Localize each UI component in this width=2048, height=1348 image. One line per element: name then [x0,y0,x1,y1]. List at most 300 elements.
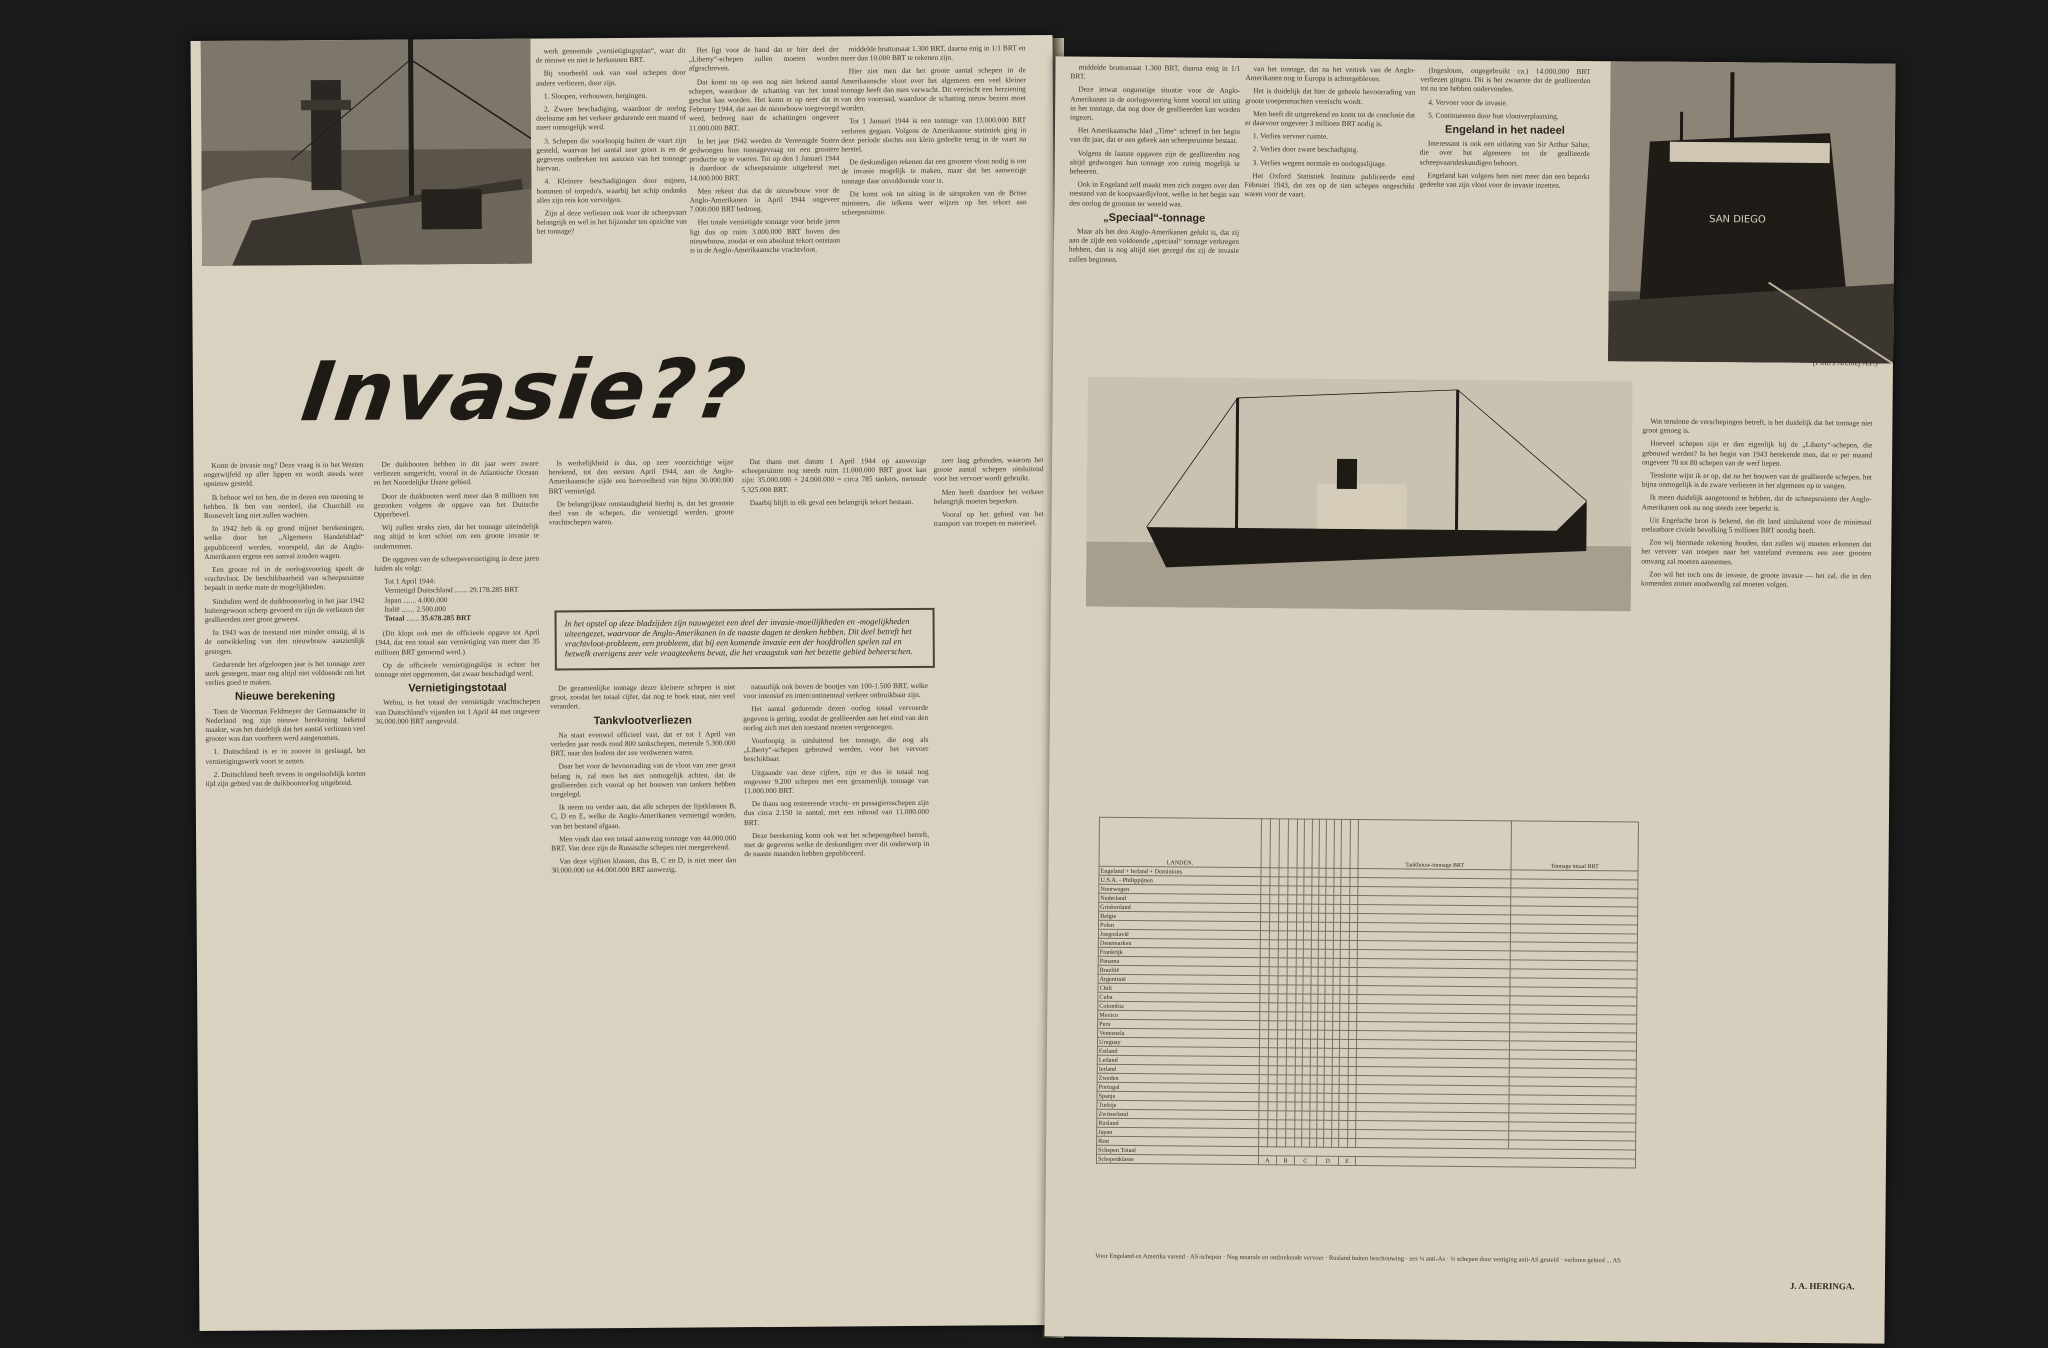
table-cell [1286,1138,1295,1147]
table-cell [1325,1003,1332,1012]
table-cell [1324,1111,1331,1120]
table-cell [1326,940,1333,949]
table-cell [1333,976,1340,985]
table-cell [1325,1030,1332,1039]
table-cell [1296,931,1303,940]
table-cell [1268,1075,1277,1084]
table-cell [1339,1111,1347,1120]
table-cell [1296,949,1303,958]
table-cell [1278,1012,1287,1021]
table-cell [1311,985,1318,994]
table-cell [1333,994,1340,1003]
country-cell: Rest [1097,1136,1259,1146]
table-cell [1348,1030,1356,1039]
table-cell [1304,877,1311,886]
table-cell [1311,895,1318,904]
table-cell [1295,1102,1302,1111]
tonnage-intro: Tot 1 April 1944: [384,576,436,586]
table-cell [1324,1084,1331,1093]
table-cell [1325,985,1332,994]
table-cell [1260,922,1269,931]
table-cell [1287,994,1296,1003]
table-cell [1333,940,1340,949]
table-cell [1277,1138,1286,1147]
table-cell [1348,1066,1356,1075]
table-cell [1287,1012,1296,1021]
table-cell [1310,1075,1317,1084]
table-cell [1287,940,1296,949]
table-cell [1324,1102,1331,1111]
table-cell [1309,1102,1316,1111]
table-cell [1288,877,1297,886]
table-cell [1287,949,1296,958]
table-cell [1269,913,1278,922]
table-cell [1332,1093,1339,1102]
table-cell [1295,1048,1302,1057]
table-cell [1332,1084,1339,1093]
table-cell [1324,1120,1331,1129]
country-cell: Argentinië [1098,974,1260,984]
table-cell [1277,1057,1286,1066]
table-cell [1294,1138,1301,1147]
table-cell [1309,1138,1316,1147]
table-cell [1288,904,1297,913]
table-cell [1258,1138,1267,1147]
table-cell [1286,1075,1295,1084]
table-cell [1258,1129,1267,1138]
table-cell [1311,967,1318,976]
table-cell [1287,913,1296,922]
footer-row-label: Schepen Totaal [1097,1145,1259,1155]
table-cell [1349,967,1357,976]
subhead-tankvloot: Tankvlootverliezen [593,714,692,727]
table-cell [1340,994,1348,1003]
headline: Invasie?? [296,342,753,441]
table-cell [1288,886,1297,895]
signature: J. A. HERINGA. [1789,1280,1855,1292]
table-cell [1347,1102,1355,1111]
table-cell [1269,1021,1278,1030]
table-cell [1317,1120,1324,1129]
table-cell [1268,1048,1277,1057]
table-cell [1340,976,1348,985]
table-cell [1297,868,1304,877]
table-cell [1296,976,1303,985]
table-cell [1268,1102,1277,1111]
table-cell [1340,949,1348,958]
table-cell [1340,967,1348,976]
table-cell [1296,940,1303,949]
table-cell [1260,886,1269,895]
table-cell [1277,1111,1286,1120]
table-cell [1317,1075,1324,1084]
table-cell [1303,940,1310,949]
table-cell [1310,994,1317,1003]
country-cell: Estland [1097,1046,1259,1056]
table-cell [1304,922,1311,931]
table-cell [1349,913,1357,922]
table-cell [1311,904,1318,913]
table-cell [1279,895,1288,904]
table-cell [1339,1102,1347,1111]
table-cell [1269,940,1278,949]
table-cell [1304,886,1311,895]
country-cell: Griekenland [1099,902,1261,912]
table-cell [1268,1093,1277,1102]
country-cell: Frankrijk [1098,947,1260,957]
table-cell [1296,985,1303,994]
klasse-c: C [1294,1156,1316,1165]
table-cell [1349,949,1357,958]
table-cell [1349,886,1357,895]
table-cell [1349,922,1357,931]
table-cell [1277,1093,1286,1102]
table-cell [1326,958,1333,967]
table-cell [1259,1003,1268,1012]
table-cell [1340,958,1348,967]
text-col-top-3: middelde bruttomaat 1.300 BRT, daarna enig in 1/1 BRT en meer dan 10.000 BRT te rekenen zijn. Hier ziet men dat het groote aantal schepen in de Amerikaansche vloot over het algemeen een veel kleiner tonnage heeft dan men verwacht. Dit vereischt een herziening van den voorraad, waardoor de schatting nieuw bezien moet worden. Tot 1 Januari 1944 is een tonnage van 13.000.000 BRT verloren gegaan. Volgens de Amerikaanse statistiek ging in deze periode slechts een klein gedeelte terug in de vaart na herstel. De deskundigen rekenen dat een grootere vloot nodig is om de invasie mogelijk te maken, maar dat het aanwezige tonnage daar onvoldoende voor is. Dit komt ook tot uiting in de uitspraken van de Britse ministers, die telkens weer wijzen op het tekort aan scheepsruimte. [840,43,1027,217]
klasse-a: A [1258,1156,1277,1165]
country-cell: Noorwegen [1099,884,1261,894]
subhead-engeland: Engeland in het nadeel [1445,123,1565,137]
table-cell [1295,1084,1302,1093]
table-cell [1268,1111,1277,1120]
country-cell: Zweden [1097,1073,1259,1083]
table-cell [1348,1021,1356,1030]
table-cell [1268,1084,1277,1093]
table-cell [1333,913,1340,922]
table-cell [1311,913,1318,922]
table-cell [1269,1012,1278,1021]
table-cell [1318,985,1325,994]
table-cell [1278,976,1287,985]
table-cell [1286,1048,1295,1057]
table-cell [1268,1138,1277,1147]
table-cell [1340,1021,1348,1030]
table-cell [1349,895,1357,904]
table-cell [1348,1012,1356,1021]
table-cell [1295,1066,1302,1075]
country-cell: Portugal [1097,1082,1259,1092]
info-box: In het opstel op deze bladzijden zijn nauwgezet een deel der invasie-moeilijkheden en -mogelijkheden uiteengezet, waarvoor de Anglo-Amerikanen in de naaste dagen te denken hebben. Dit deel betreft het vrachtvloot-probleem, een probleem, dat bij een komende invasie een der hoofdrollen spelen zal en hetwelk overigens zeer vele vraagteekens bevat, die het vraagstuk van het bezette gebied beheerschen. [554,608,934,671]
table-cell [1318,1003,1325,1012]
table-cell [1333,958,1340,967]
tonnage-row: Japan ....... 4.000.000 [384,594,448,605]
table-cell [1326,868,1333,877]
table-cell [1295,1012,1302,1021]
table-cell [1277,1084,1286,1093]
table-cell [1260,958,1269,967]
table-cell [1278,967,1287,976]
table-cell [1319,895,1326,904]
table-cell [1278,949,1287,958]
table-cell [1287,1003,1296,1012]
table-cell [1260,904,1269,913]
klasse-d: D [1316,1156,1338,1165]
table-cell [1349,958,1357,967]
table-cell [1269,967,1278,976]
table-cell [1279,913,1288,922]
th-landen: LANDEN. [1099,817,1261,867]
ship-photo-center [1086,377,1633,612]
table-cell [1309,1120,1316,1129]
table-cell [1340,1039,1348,1048]
table-cell [1303,1012,1310,1021]
table-cell [1287,958,1296,967]
table-cell [1310,1057,1317,1066]
table-cell [1341,904,1349,913]
table-cell [1340,1057,1348,1066]
table-cell [1341,922,1349,931]
table-cell [1277,1066,1286,1075]
table-cell [1325,967,1332,976]
country-cell: Denemarken [1098,938,1260,948]
table-cell [1349,976,1357,985]
table-cell [1303,958,1310,967]
table-cell [1259,1093,1268,1102]
table-cell [1269,958,1278,967]
table-cell [1318,922,1325,931]
table-cell [1341,895,1349,904]
table-cell [1295,1093,1302,1102]
table-cell [1341,886,1349,895]
country-cell: Venezuela [1098,1028,1260,1038]
text-col-7: zeer laag gehouden, waarom het groote aantal schepen uitsluitend voor het vervoer wordt gebruikt. Men heeft daardoor het verkeer belangrijk moeten beperken. Vooral op het gebied van het transport van troepen en materieel. [933,455,1044,529]
table-cell [1270,895,1279,904]
table-cell [1304,904,1311,913]
table-cell [1325,1048,1332,1057]
table-cell [1340,1003,1348,1012]
table-cell [1333,922,1340,931]
table-cell [1259,1021,1268,1030]
country-cell: Belgie [1099,911,1261,921]
klasse-b: B [1277,1156,1295,1165]
klasse-e: E [1339,1156,1356,1165]
table-cell [1278,940,1287,949]
table-cell [1333,985,1340,994]
table-cell [1304,913,1311,922]
ship-photo-right [1608,61,1896,363]
table-cell [1311,877,1318,886]
table-cell [1295,1120,1302,1129]
table-cell [1324,1093,1331,1102]
table-cell [1268,1039,1277,1048]
table-cell [1310,1039,1317,1048]
table-cell [1319,886,1326,895]
table-cell [1348,1057,1356,1066]
table-cell [1295,1111,1302,1120]
table-cell [1348,994,1356,1003]
table-cell [1333,931,1340,940]
table-cell [1302,1057,1309,1066]
table-cell [1317,1057,1324,1066]
table-cell [1260,913,1269,922]
r-text-col-4: Wat tenslotte de verschepingen betreft, is het duidelijk dat het tonnage niet groot genoeg is. Hoeveel schepen zijn er dan eigenlijk bij de „Liberty“-schepen, die gebouwd werden? In het begin van 1943 berekende men, dat er per maand ongeveer 70 tot 80 schepen van de werf liepen. Tenslotte wijst ik er op, dat na het bouwen van de geallieerde schepen, het bijna onmogelijk is de zware verliezen in het algemeen op te vangen. Ik meen duidelijk aangetoond te hebben, dat de scheepsruimte der Anglo-Amerikanen ook nu nog steeds zeer beperkt is. Uit Engelsche bron is bekend, dat dit land uitsluitend voor de minimaal toelaatbare civiele bevolking 5 millioen BRT noodig heeft. Zoo wij hiermede rekening houden, dan zullen wij moeten erkennen dat het vervoer van troepen naar het vasteland eveneens een zeer grooten omvang zal moeten aannemen. Zoo wil het toch ons de invasie, de groote invasie — het zal, die in den komenden zomer noodwendig zal moeten volgen. [1640,416,1873,589]
table-cell [1310,1003,1317,1012]
table-cell [1278,958,1287,967]
table-cell [1319,868,1326,877]
country-cell: Uruguay [1097,1037,1259,1047]
table-cell [1288,895,1297,904]
table-cell [1278,1048,1287,1057]
th-totaal: Tonnage totaal BRT [1511,821,1638,871]
th-tankbouw: Tankbouw-tonnage BRT [1358,820,1512,870]
table-cell [1278,1003,1287,1012]
table-cell [1334,895,1341,904]
country-cell: Colombia [1098,1001,1260,1011]
table-cell [1310,1066,1317,1075]
table-cell [1334,886,1341,895]
table-cell [1333,1003,1340,1012]
table-cell [1304,868,1311,877]
table-cell [1340,1012,1348,1021]
table-cell [1294,1129,1301,1138]
table-cell [1287,967,1296,976]
table-cell [1286,1057,1295,1066]
table-cell [1269,994,1278,1003]
table-cell [1296,1003,1303,1012]
tonnage-table [1095,817,1639,1252]
table-cell [1277,1129,1286,1138]
table-cell [1311,949,1318,958]
table-cell [1341,931,1349,940]
table-cell [1269,976,1278,985]
table-cell [1296,958,1303,967]
table-cell [1269,985,1278,994]
table-cell [1296,967,1303,976]
table-cell [1277,1120,1286,1129]
table-cell [1326,931,1333,940]
table-cell [1295,1057,1302,1066]
klassen-label: Schepenklasse [1096,1154,1258,1164]
table-cell [1303,976,1310,985]
text-col-2: De duikbooten hebben in dit jaar weer zware verliezen aangericht, vooral in de Atlantische Oceaan en het Noordelijke IJszee gebied. Door de duikbooten werd meer dan 8 millioen ton gezonken volgens de opgave van het Duitsche Opperbevel. Wij zullen straks zien, dat het tonnage uiteindelijk nog altijd te kort schiet om een groote invasie te ondernemen. De opgaven van de scheepsvernietiging in deze jaren luiden als volgt: Tot 1 April 1944: Vernietigd Duitschland ....... 29.178.285 BRT Japan ....... 4.000.000 Italië ....... 2.500.000 Totaal ....... 35.678.285 BRT (Dit klopt ook met de officieele opgave tot April 1944, dat een totaal aan vernietiging van meer dan 35 millioen BRT genoemd werd.) Op de officieele vernietigingslijst is echter het tonnage niet opgenomen, dat zwaar beschadigd werd. Vernietigingstotaal Welnu, is het totaal der vernietigde vrachtschepen van Duitschland's vijanden tot 1 April 44 met ongeveer 36.000.000 BRT aangevuld. [373,458,541,726]
table-cell [1261,868,1270,877]
country-cell: Nederland [1099,893,1261,903]
table-cell [1302,1066,1309,1075]
table-cell [1287,1021,1296,1030]
table-cell [1333,967,1340,976]
table-cell [1339,1093,1347,1102]
table-cell [1259,1039,1268,1048]
table-cell [1326,886,1333,895]
table-cell [1297,877,1304,886]
table-cell [1259,1012,1268,1021]
table-cell [1302,1084,1309,1093]
table-cell [1278,985,1287,994]
text-col-top-1: werk genoemde „vernietigingsplan“, waar dit de nieuwe en niet te herkennen BRT. Bij voorbeeld ook van veel schepen door andere verliezen, door zijn. 1. Sloopen, verbouwen, bergingen. 2. Zware beschadiging, waardoor de oorlog deelname aan het verkeer gedurende een maand of meer onmogelijk werd. 3. Schepen die voorloopig buiten de vaart zijn gesteld, waarvan het aantal zeer groot is en de gegevens ontbreken ten aanzien van het tonnage hiervan. 4. Kleinere beschadigingen door mijnen, bommen of torpedo's, waarbij het schip ondanks alles zijn reis kon vervolgen. Zijn al deze verliezen ook voor de scheepvaart belangrijk en wel in het bijzonder ten opzichte van het tonnage? [535,45,687,237]
table-cell [1311,922,1318,931]
tonnage-list [384,576,539,623]
country-cell: Spanje [1097,1091,1259,1101]
table-cell [1317,1048,1324,1057]
table-cell [1303,1030,1310,1039]
subhead-speciaal: „Speciaal“-tonnage [1103,211,1206,225]
table-cell [1339,1138,1347,1147]
table-cell [1326,904,1333,913]
table-cell [1259,1030,1268,1039]
table-cell [1326,877,1333,886]
table-cell [1318,931,1325,940]
table-cell [1260,994,1269,1003]
svg-text:SAN DIEGO: SAN DIEGO [1709,214,1766,226]
table-cell [1317,1039,1324,1048]
table-cell [1277,1075,1286,1084]
country-cell: Brazilië [1098,965,1260,975]
table-cell [1332,1030,1339,1039]
table-cell [1296,922,1303,931]
table-cell [1332,1039,1339,1048]
table-cell [1332,1066,1339,1075]
table-cell [1303,1003,1310,1012]
table-cell [1258,1120,1267,1129]
table-cell [1339,1084,1347,1093]
table-cell [1277,1102,1286,1111]
table-cell [1260,949,1269,958]
table-cell [1325,1066,1332,1075]
table-cell [1268,1066,1277,1075]
table-cell [1324,1129,1331,1138]
table-cell [1279,886,1288,895]
table-cell [1340,1048,1348,1057]
table-cell [1278,994,1287,1003]
table-cell [1269,922,1278,931]
table-cell [1348,1003,1356,1012]
table-cell [1311,931,1318,940]
table-cell [1302,1138,1309,1147]
table-cell [1286,1066,1295,1075]
table-cell [1319,904,1326,913]
table-cell [1325,1012,1332,1021]
table-cell [1260,985,1269,994]
table-cell [1260,967,1269,976]
country-cell: Polen [1098,920,1260,930]
table-cell [1311,976,1318,985]
table-cell [1332,1012,1339,1021]
table-cell [1302,1102,1309,1111]
table-cell [1268,1120,1277,1129]
table-cell [1317,1138,1324,1147]
table-cell [1317,1102,1324,1111]
table-cell [1295,1075,1302,1084]
table-cell [1333,904,1340,913]
table-cell [1260,931,1269,940]
country-cell: Japan [1097,1127,1259,1137]
table-cell [1261,877,1270,886]
table-cell [1318,1012,1325,1021]
table-cell [1269,1003,1278,1012]
table-cell [1303,994,1310,1003]
country-cell: Cuba [1098,992,1260,1002]
table-cell [1317,1093,1324,1102]
table-cell [1296,904,1303,913]
tonnage-row: Totaal ....... 35.678.285 BRT [384,613,472,623]
table-cell [1318,940,1325,949]
table-cell [1279,922,1288,931]
table-cell [1278,1021,1287,1030]
table-cell [1297,886,1304,895]
table-cell [1319,913,1326,922]
table-cell [1286,1039,1295,1048]
table-cell [1310,1030,1317,1039]
table-cell [1287,922,1296,931]
table-cell [1325,994,1332,1003]
table-cell [1349,931,1357,940]
table-cell [1260,976,1269,985]
table-cell [1309,1111,1316,1120]
table-cell [1287,976,1296,985]
table-cell [1269,949,1278,958]
